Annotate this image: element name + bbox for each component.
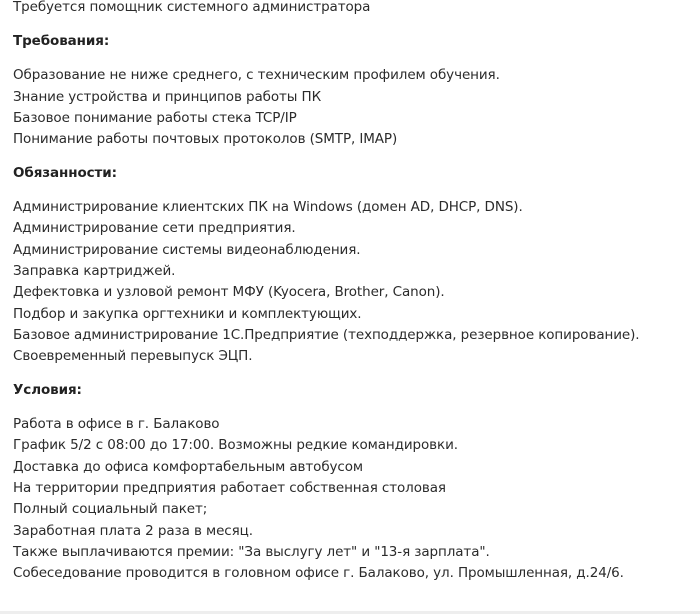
list-item: Также выплачиваются премии: "За выслугу лет" и "13-я зарплата". <box>13 543 490 560</box>
conditions-heading: Условия: <box>13 382 82 399</box>
list-item: Заправка картриджей. <box>13 263 176 280</box>
list-item: Собеседование проводится в головном офисе г. Балаково, ул. Промышленная, д.24/6. <box>13 565 624 582</box>
list-item: Своевременный перевыпуск ЭЦП. <box>13 348 253 365</box>
duties-heading: Обязанности: <box>13 165 117 182</box>
list-item: Полный социальный пакет; <box>13 501 208 518</box>
list-item: График 5/2 с 08:00 до 17:00. Возможны редкие командировки. <box>13 437 458 454</box>
conditions-list <box>13 414 693 584</box>
list-item: Администрирование системы видеонаблюдения. <box>13 241 361 258</box>
list-item: Доставка до офиса комфортабельным автобусом <box>13 458 364 475</box>
job-posting <box>13 0 693 585</box>
list-item: Понимание работы почтовых протоколов (SMTP, IMAP) <box>13 131 398 148</box>
list-item: На территории предприятия работает собственная столовая <box>13 480 446 497</box>
intro-text: Требуется помощник системного администратора <box>13 0 371 15</box>
list-item: Дефектовка и узловой ремонт МФУ (Kyocera, Brother, Canon). <box>13 284 445 301</box>
list-item: Образование не ниже среднего, с техническим профилем обучения. <box>13 67 500 84</box>
list-item: Администрирование клиентских ПК на Windows (домен AD, DHCP, DNS). <box>13 199 523 216</box>
list-item: Подбор и закупка оргтехники и комплектующих. <box>13 305 362 322</box>
requirements-heading: Требования: <box>13 33 110 50</box>
requirements-list <box>13 65 693 150</box>
duties-list <box>13 197 693 367</box>
list-item: Базовое администрирование 1С.Предприятие (техподдержка, резервное копирование). <box>13 326 640 343</box>
list-item: Знание устройства и принципов работы ПК <box>13 88 322 105</box>
list-item: Базовое понимание работы стека TCP/IP <box>13 109 297 126</box>
list-item: Заработная плата 2 раза в месяц. <box>13 522 253 539</box>
list-item: Администрирование сети предприятия. <box>13 220 296 237</box>
list-item: Работа в офисе в г. Балаково <box>13 416 220 433</box>
